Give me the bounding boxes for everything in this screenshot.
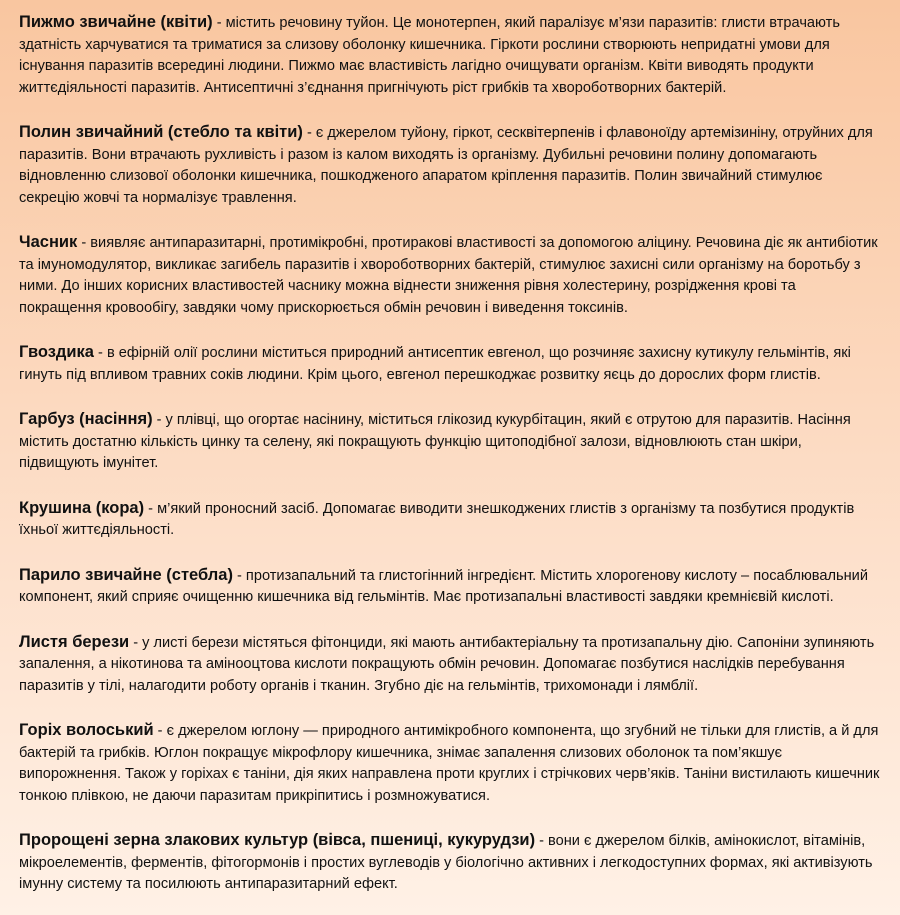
ingredient-description: - виявляє антипаразитарні, протимікробні, протиракові властивості за допомогою аліцину. Речовина діє як антибіотик та імуномодулятор, викликає загибель паразитів і хвороботворних бактерій, стимулює захисні сили організму на боротьбу з ними. До інших корисних властивостей часнику можна віднести зниження рівня холестерину, розрідження крові та покращення кровообігу, завдяки чому прискорюється обмін речовин і виведення токсинів. (19, 235, 878, 316)
ingredient-description: - у листі берези містяться фітонциди, які мають антибактеріальну та протизапальну дію. Сапоніни зупиняють запалення, а нікотинова та аміноoцтова кислоти покращують обмін речовин. Допомагає позбутися наслідків перебування паразитів у тілі, налагодити роботу органів і тканин. Згубно діє на гельмінтів, трихомонади і лямблії. (19, 634, 875, 694)
ingredient-title: Пижмо звичайне (квіти) (19, 13, 213, 31)
ingredient-entry-clove (19, 342, 882, 386)
ingredient-description: - є джерелом туйону, гіркот, сесквітерпенів і флавоноїду артемізиніну, отруйних для паразитів. Вони втрачають рухливість і разом із калом виходять із організму. Дубильні речовини полину допомагають відновленню слизової оболонки кишечника, пошкодженого апаратом кріплення паразитів. Полин звичайний стимулює секрецію жовчі та нормалізує травлення. (19, 125, 873, 206)
ingredient-entry-walnut (19, 720, 882, 807)
ingredient-title: Листя берези (19, 632, 130, 651)
ingredient-title: Парило звичайне (стебла) (19, 565, 233, 584)
ingredient-title: Горіх волоський (19, 721, 154, 739)
ingredient-description: - містить речовину туйон. Це монотерпен, який паралізує м’язи паразитів: глисти втрачають здатність харчуватися та триматися за слизову оболонку кишечника. Гіркоти рослини створюють непридатні умови для існування паразитів всередині людини. Пижмо має властивість лагідно очищувати організм. Квіти виводять продукти життєдіяльності паразитів. Антисептичні з’єднання пригнічують ріст грибків та хворобoтворних бактерій. (19, 15, 840, 96)
ingredient-title: Часник (19, 233, 78, 251)
ingredient-title: Гвоздика (19, 343, 94, 361)
ingredient-description: - є джерелом юглону — природного антимікробного компонента, що згубний не тільки для глистів, а й для бактерій та грибків. Юглон покращує мікрофлору кишечника, знімає запалення слизових оболонок та пом’якшує випорожнення. Також у горіхах є таніни, дія яких направлена проти круглих і стрічкових черв’яків. Таніни вистилають кишечник тонкою плівкою, не даючи паразитам прикріпитись і розмножуватися. (19, 723, 880, 804)
ingredient-description: - в ефірній олії рослини міститься природний антисептик евгенол, що розчиняє захисну кутикулу гельмінтів, які гинуть під впливом травних соків людини. Крім цього, евгенол перешкоджає розвитку яєць до дорослих форм глистів. (19, 345, 851, 383)
ingredient-title: Крушина (кора) (19, 498, 145, 517)
ingredient-title: Полин звичайний (стебло та квіти) (19, 123, 303, 141)
ingredient-description: - у плівці, що огортає насінину, міститься глікозид кукурбітацин, який є отрутою для паразитів. Насіння містить достатню кількість цинку та селену, які покращують функцію щитоподібної залози, відновлюють стан шкіри, підвищують імунітет. (19, 412, 851, 471)
ingredient-entry-wormwood (19, 122, 882, 209)
ingredient-entry-tansy (19, 12, 882, 99)
ingredient-title: Гарбуз (насіння) (19, 410, 153, 428)
ingredient-entry-birch-leaves (19, 632, 882, 698)
ingredient-description: - протизапальний та глистогінний інгредієнт. Містить хлорогенову кислоту – посаблювальний компонент, який сприяє очищенню кишечника від гельмінтів. Має протизапальні властивості завдяки кремнієвій кислоті. (19, 567, 868, 605)
ingredient-description: - вони є джерелом білків, амінокислот, вітамінів, мікроелементів, ферментів, фітогормонів і простих вуглеводів у біологічно активних і легкодоступних формах, які активізують імунну систему та посилюють антипаразитарний ефект. (19, 833, 873, 892)
ingredient-entry-buckthorn (19, 498, 882, 542)
ingredient-entry-sprouted-grains (19, 830, 882, 896)
ingredient-title: Пророщені зерна злакових культур (вівса, пшениці, кукурудзи) (19, 831, 536, 849)
ingredient-entry-pellitory (19, 565, 882, 609)
ingredient-description: - м’який проносний засіб. Допомагає виводити знешкоджених глистів з організму та позбутися продуктів їхньої життєдіяльності. (19, 500, 855, 538)
ingredient-entry-pumpkin (19, 409, 882, 475)
ingredient-entry-garlic (19, 232, 882, 319)
